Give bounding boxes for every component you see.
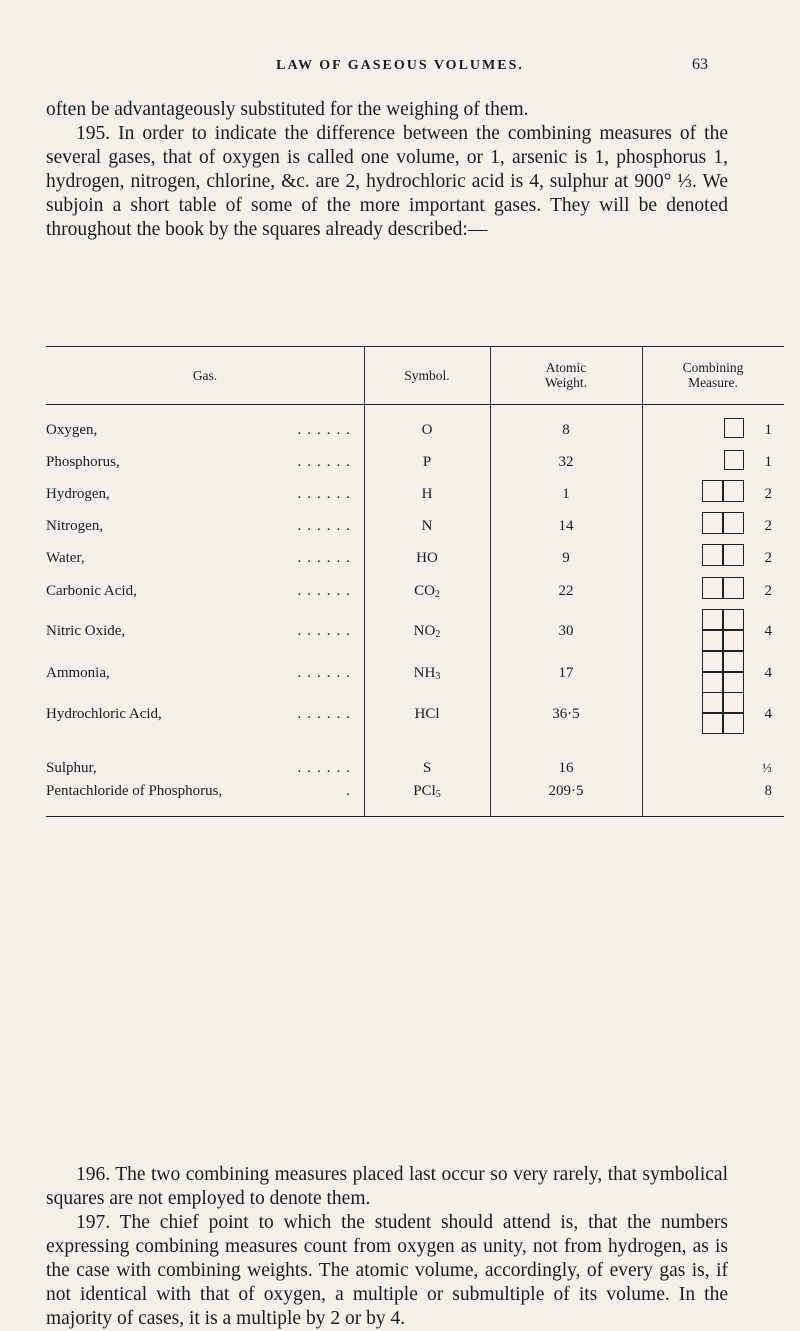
dot-leader: ...... (297, 623, 356, 639)
table-row (46, 550, 784, 572)
volume-square (702, 577, 724, 599)
dot-leader: ...... (297, 760, 356, 776)
header-gas: Gas. (192, 367, 218, 383)
symbol-cell (364, 518, 490, 535)
gas-name (46, 760, 364, 777)
gas-name-text: Carbonic Acid, (46, 583, 137, 599)
gas-name (46, 454, 364, 471)
gas-name (46, 623, 364, 640)
running-head: LAW OF GASEOUS VOLUMES. (276, 58, 524, 73)
volume-square (702, 480, 724, 502)
atomic-weight: 209·5 (548, 783, 584, 799)
gas-name-text: Sulphur, (46, 760, 97, 776)
measure-value: 4 (764, 706, 772, 722)
gas-name (46, 518, 364, 535)
symbol-cell (364, 783, 490, 800)
gas-name (46, 783, 364, 800)
volume-square (702, 651, 724, 673)
volume-square (722, 671, 744, 693)
table-row (46, 422, 784, 444)
dot-leader: ...... (297, 583, 356, 599)
atomic-weight: 8 (562, 422, 570, 438)
gas-name-text: Ammonia, (46, 665, 110, 681)
atomic-weight: 22 (558, 583, 574, 599)
volume-square (702, 629, 724, 651)
paragraph-197: 197. The chief point to which the student should attend is, that the numbers expressing combining measures count from oxygen as unity, not from hydrogen, as is the case with combining weights. The atomic volume, accordingly, of every gas is, if not identical with that of oxygen, a multiple or submultiple of its volume. In the majority of cases, it is a multiple by 2 or by 4. (46, 1212, 728, 1329)
table-row (46, 760, 784, 782)
dot-leader: ...... (297, 486, 356, 502)
paragraph-intro (46, 98, 728, 242)
symbol-cell (364, 454, 490, 471)
header-combining-measure (642, 346, 784, 404)
volume-square (702, 609, 724, 631)
gas-name-text: Pentachloride of Phosphorus, (46, 783, 223, 799)
gas-table (46, 346, 784, 818)
symbol-text: CO (414, 583, 435, 599)
gas-name-text: Nitrogen, (46, 518, 104, 534)
atomic-weight: 32 (558, 454, 574, 470)
dot-leader: . (346, 783, 356, 799)
symbol-subscript: 3 (435, 671, 441, 682)
symbol-cell (364, 665, 490, 682)
paragraph-continuation: often be advantageously substituted for the weighing of them. (46, 99, 529, 120)
atomic-weight: 9 (562, 550, 570, 566)
header-atomic-weight-line2: Weight. (544, 375, 588, 390)
page-number: 63 (692, 56, 708, 73)
column-divider (364, 346, 365, 816)
header-atomic-weight (490, 346, 642, 404)
symbol-subscript: 2 (434, 589, 440, 600)
table-row (46, 665, 784, 687)
symbol-cell (364, 550, 490, 567)
table-row (46, 518, 784, 540)
symbol-cell (364, 760, 490, 777)
volume-square (722, 480, 744, 502)
symbol-text: P (422, 454, 432, 470)
symbol-subscript: 2 (435, 629, 441, 640)
volume-square (702, 712, 724, 734)
table-row (46, 486, 784, 508)
table-header-rule (46, 404, 784, 405)
header-combining-measure-line1: Combining (682, 360, 744, 375)
gas-name (46, 486, 364, 503)
table-row (46, 623, 784, 645)
paragraphs-closing (46, 1163, 728, 1331)
volume-square (722, 712, 744, 734)
symbol-text: PCl (413, 783, 436, 799)
symbol-text: H (421, 486, 433, 502)
measure-value: 4 (764, 623, 772, 639)
table-row (46, 583, 784, 605)
column-divider (490, 346, 491, 816)
symbol-cell (364, 706, 490, 723)
atomic-weight: 14 (558, 518, 574, 534)
symbol-text: HCl (414, 706, 440, 722)
dot-leader: ...... (297, 550, 356, 566)
symbol-text: HO (416, 550, 438, 566)
atomic-weight: 1 (562, 486, 570, 502)
symbol-text: NO (413, 623, 436, 639)
volume-square (702, 671, 724, 693)
symbol-text: O (421, 422, 433, 438)
volume-square (702, 692, 724, 714)
gas-name (46, 550, 364, 567)
measure-value: ⅓ (762, 760, 772, 775)
gas-name-text: Nitric Oxide, (46, 623, 126, 639)
gas-name-text: Hydrochloric Acid, (46, 706, 162, 722)
measure-value: 1 (764, 454, 772, 470)
gas-name-text: Water, (46, 550, 85, 566)
volume-square (722, 609, 744, 631)
measure-value: 2 (764, 583, 772, 599)
volume-square (722, 512, 744, 534)
header-atomic-weight-line1: Atomic (545, 360, 587, 375)
header-combining-measure-line2: Measure. (688, 375, 738, 390)
gas-name (46, 706, 364, 723)
table-row (46, 783, 784, 805)
table-row (46, 454, 784, 476)
atomic-weight: 30 (558, 623, 574, 639)
atomic-weight: 16 (558, 760, 574, 776)
measure-value: 4 (764, 665, 772, 681)
volume-square (722, 692, 744, 714)
atomic-weight: 36·5 (552, 706, 580, 722)
gas-name-text: Hydrogen, (46, 486, 110, 502)
volume-square (724, 418, 744, 438)
symbol-cell (364, 623, 490, 640)
volume-square (722, 651, 744, 673)
table-bottom-rule (46, 816, 784, 817)
dot-leader: ...... (297, 422, 356, 438)
measure-value: 1 (764, 422, 772, 438)
symbol-text: S (422, 760, 432, 776)
symbol-text: NH (413, 665, 436, 681)
dot-leader: ...... (297, 706, 356, 722)
volume-square (702, 512, 724, 534)
dot-leader: ...... (297, 454, 356, 470)
header-symbol: Symbol. (404, 367, 450, 383)
column-divider (642, 346, 643, 816)
symbol-subscript: 5 (435, 789, 441, 800)
symbol-cell (364, 422, 490, 439)
gas-name-text: Phosphorus, (46, 454, 120, 470)
measure-value: 2 (764, 518, 772, 534)
volume-square (702, 544, 724, 566)
dot-leader: ...... (297, 518, 356, 534)
table-row (46, 706, 784, 728)
paragraph-196: 196. The two combining measures placed last occur so very rarely, that symbolical squares are not employed to denote them. (46, 1164, 728, 1209)
gas-name (46, 422, 364, 439)
measure-value: 2 (764, 550, 772, 566)
dot-leader: ...... (297, 665, 356, 681)
symbol-cell (364, 486, 490, 503)
volume-square (722, 629, 744, 651)
paragraph-195: 195. In order to indicate the difference between the combining measures of the several gases, that of oxygen is called one volume, or 1, arsenic is 1, phosphorus 1, hydrogen, nitrogen, chlorine, &c. are 2, hydrochloric acid is 4, sulphur at 900° ⅓. We subjoin a short table of some of the more important gases. They will be denoted throughout the book by the squares already described:— (46, 123, 728, 240)
gas-name (46, 665, 364, 682)
symbol-cell (364, 583, 490, 600)
measure-value: 2 (764, 486, 772, 502)
atomic-weight: 17 (558, 665, 574, 681)
volume-square (722, 544, 744, 566)
volume-square (722, 577, 744, 599)
gas-name-text: Oxygen, (46, 422, 98, 438)
symbol-text: N (421, 518, 433, 534)
measure-value: 8 (764, 783, 772, 799)
gas-name (46, 583, 364, 600)
volume-square (724, 450, 744, 470)
